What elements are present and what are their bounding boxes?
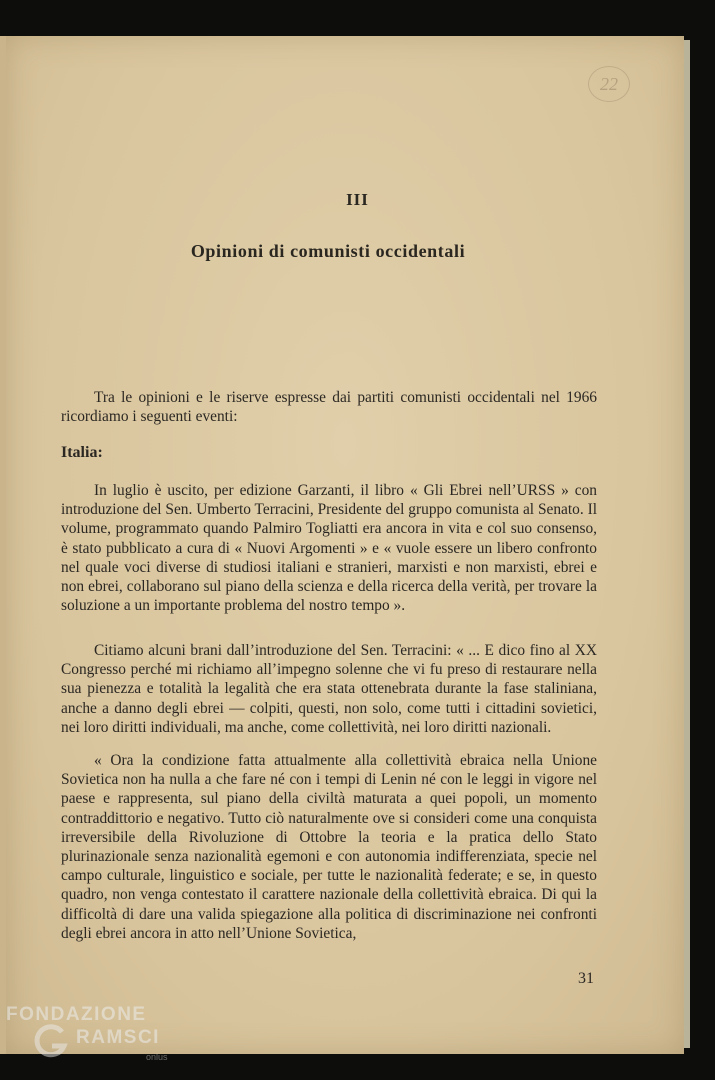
body-paragraph: « Ora la condizione fatta attualmente alla collettività ebraica nella Unione Sovietica non ha nulla a che fare né con i tempi di Lenin né con le leggi in vigore nel paese e rappresenta, sul piano della civiltà maturata a quei popoli, un momento contraddittorio e negativo. Tutto ciò naturalmente ove si consideri come una conquista irreversibile della Rivoluzione di Ottobre la teoria e la pratica dello Stato plurinazionale senza nazionalità egemoni e con autonomia indifferenziata, specie nel campo culturale, linguistico e sociale, per tutte le nazionalità federate; e se, in questo quadro, non venga contestato il carattere nazionale della collettività ebraica. Di qui la difficoltà di dare una valida spiegazione alla politica di discriminazione nei confronti degli ebrei ancora in atto nell’Unione Sovietica, bbox=[61, 752, 597, 942]
chapter-title: Opinioni di comunisti occidentali bbox=[190, 241, 466, 261]
body-paragraph: Citiamo alcuni brani dall’introduzione del Sen. Terracini: « ... E dico fino al XX Congresso perché mi richiamo all’impegno solenne che vi fu preso di restaurare nella sua pienezza e totalità la legalità che era stata ottenebrata durante la fase staliniana, anche a danno degli ebrei — colpiti, questi, non solo, come tutti i cittadini sovietici, nei loro diritti individuali, ma anche, come collettività, nei loro diritti nazionali. bbox=[61, 642, 597, 736]
section-heading: Italia: bbox=[61, 444, 103, 461]
gramsci-g-logo-icon bbox=[32, 1022, 70, 1060]
archive-page-mark: 22 bbox=[588, 66, 630, 102]
fondazione-gramsci-watermark bbox=[6, 1000, 186, 1072]
watermark-line-2: RAMSCI bbox=[76, 1027, 160, 1048]
watermark-line-1: FONDAZIONE bbox=[6, 1004, 147, 1025]
body-paragraph: In luglio è uscito, per edizione Garzanti, il libro « Gli Ebrei nell’URSS » con introduzione del Sen. Umberto Terracini, Presidente del gruppo comunista al Senato. Il volume, programmato quando Palmiro Togliatti era ancora in vita e col suo consenso, è stato pubblicato a cura di « Nuovi Argomenti » e « vuole essere un libero confronto nel quale voci diverse di studiosi italiani e stranieri, marxisti e non marxisti, ebrei e non ebrei, collaborano sul piano della scienza e della ricerca della verità, per trovare la soluzione a un importante problema del nostro tempo ». bbox=[61, 482, 597, 615]
chapter-number: III bbox=[346, 190, 369, 209]
watermark-sub: onlus bbox=[146, 1052, 168, 1062]
intro-paragraph: Tra le opinioni e le riserve espresse dai partiti comunisti occidentali nel 1966 ricordiamo i seguenti eventi: bbox=[61, 389, 597, 426]
page-number: 31 bbox=[578, 970, 594, 987]
